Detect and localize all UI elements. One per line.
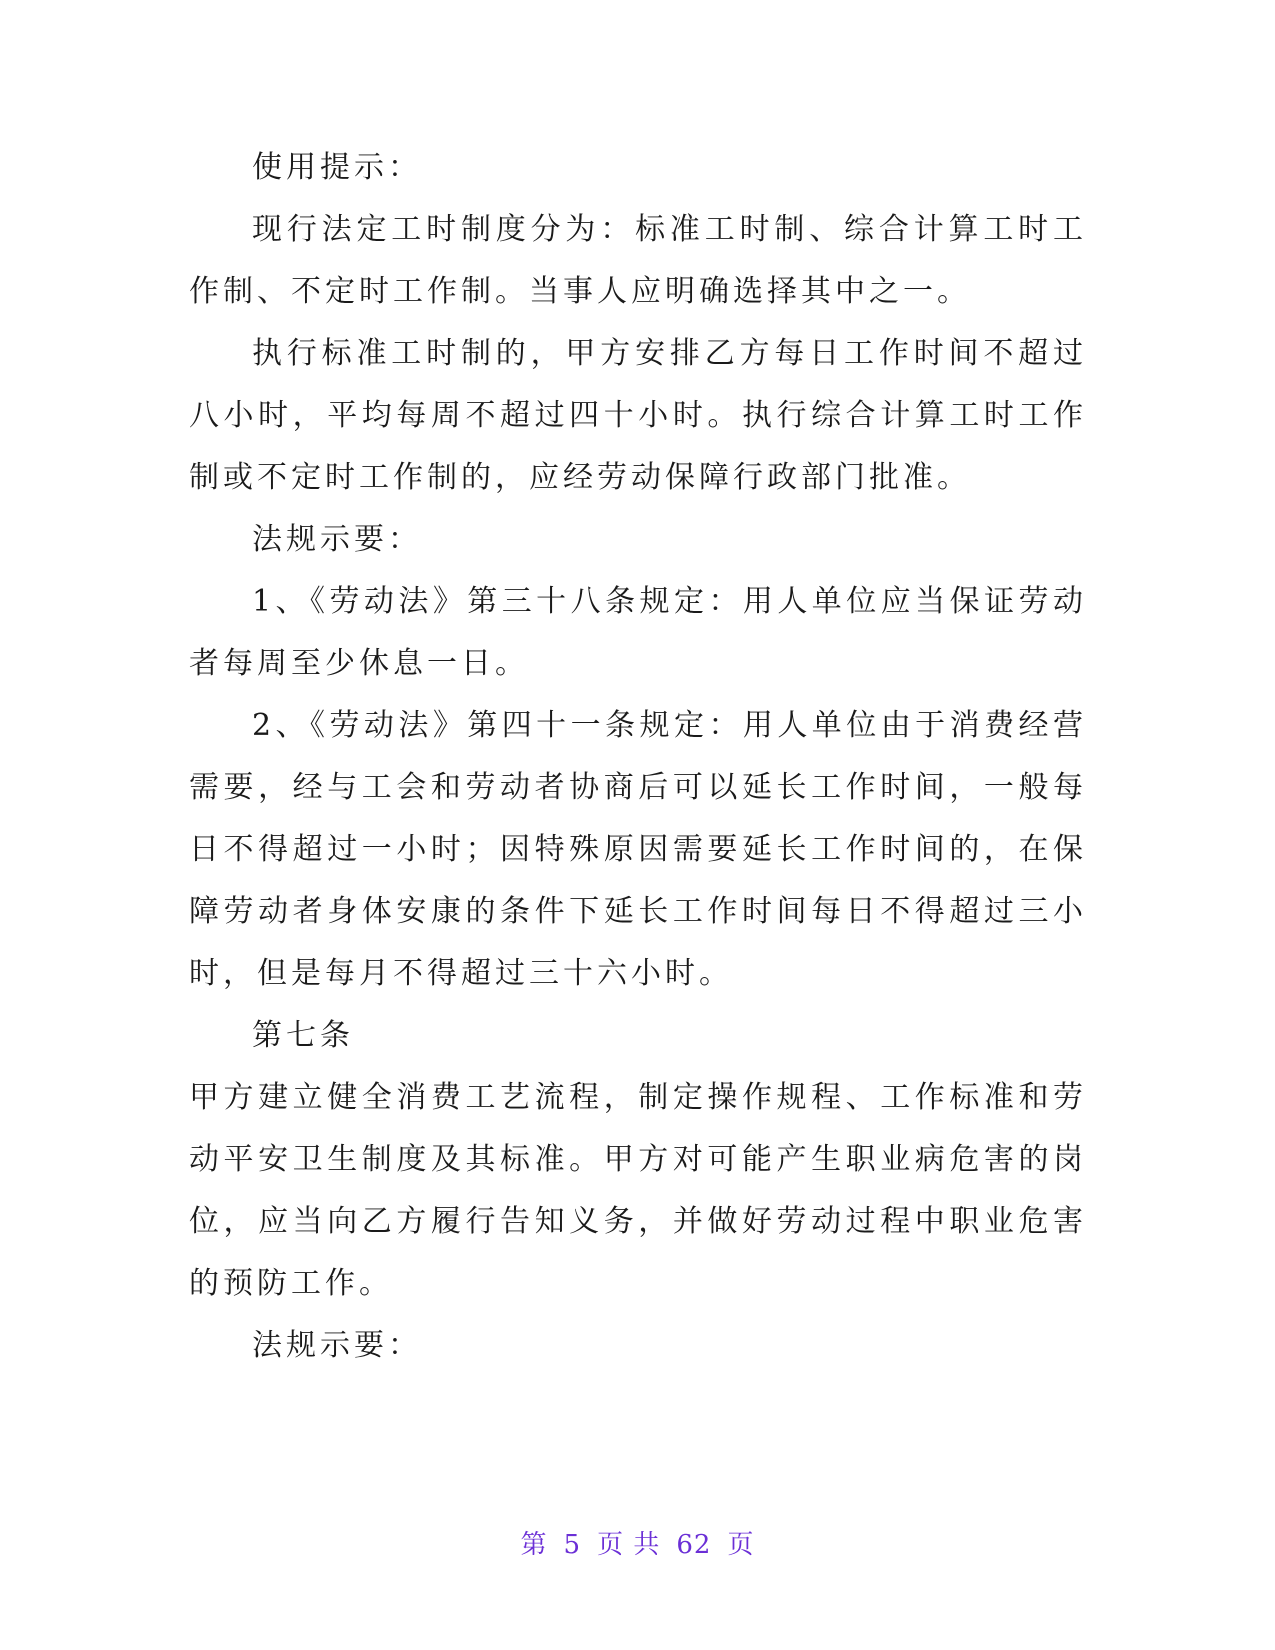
law-heading: 法规示要：	[252, 1328, 422, 1363]
footer-middle: 页 共	[597, 1530, 661, 1560]
tip-heading: 使用提示：	[252, 150, 422, 185]
tip-paragraph: 执行标准工时制的，甲方安排乙方每日工作时间不超过八小时，平均每周不超过四十小时。执行综合计算工时工作制或不定时工作制的，应经劳动保障行政部门批准。	[189, 336, 1087, 495]
document-body	[189, 137, 1087, 1377]
tip-paragraph: 现行法定工时制度分为：标准工时制、综合计算工时工作制、不定时工作制。当事人应明确选择其中之一。	[189, 212, 1087, 309]
page-footer	[0, 1525, 1275, 1565]
article-body: 甲方建立健全消费工艺流程，制定操作规程、工作标准和劳动平安卫生制度及其标准。甲方对可能产生职业病危害的岗位，应当向乙方履行告知义务，并做好劳动过程中职业危害的预防工作。	[189, 1080, 1087, 1301]
footer-page-number: 5	[563, 1530, 582, 1560]
article-heading: 第七条	[252, 1018, 354, 1053]
law-item: 1、《劳动法》第三十八条规定：用人单位应当保证劳动者每周至少休息一日。	[189, 584, 1087, 681]
law-heading: 法规示要：	[252, 522, 422, 557]
law-item: 2、《劳动法》第四十一条规定：用人单位由于消费经营需要，经与工会和劳动者协商后可以延长工作时间，一般每日不得超过一小时；因特殊原因需要延长工作时间的，在保障劳动者身体安康的条件下延长工作时间每日不得超过三小时，但是每月不得超过三十六小时。	[189, 708, 1087, 991]
footer-prefix: 第	[520, 1530, 548, 1560]
footer-suffix: 页	[727, 1530, 755, 1560]
footer-total-pages: 62	[676, 1530, 712, 1560]
